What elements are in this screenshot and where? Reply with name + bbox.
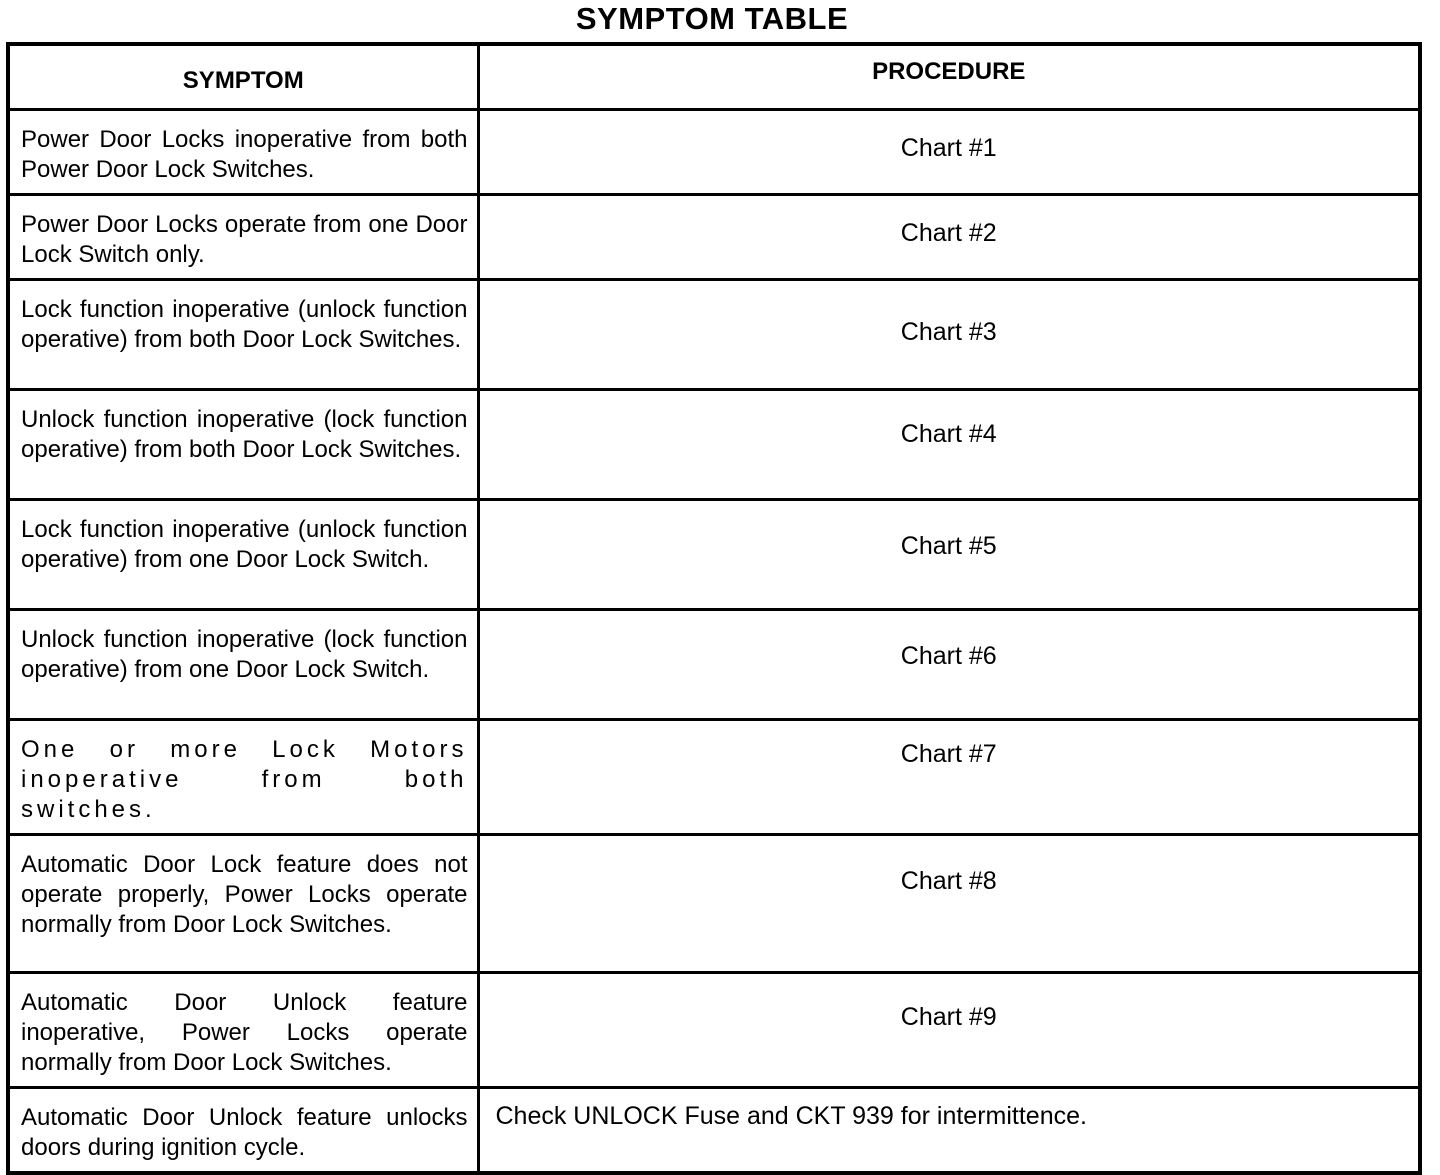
table-row (8, 500, 1420, 610)
table-row (8, 720, 1420, 835)
symptom-text-spaced: One or more Lock Motors inoperative from both switches. (21, 736, 468, 823)
table-row (8, 280, 1420, 390)
symptom-cell: Power Door Locks inoperative from both Power Door Lock Switches. (8, 110, 478, 195)
symptom-cell: Automatic Door Unlock feature inoperative, Power Locks operate normally from Door Lock Switches. (8, 973, 478, 1088)
procedure-cell: Chart #5 (478, 500, 1420, 610)
symptom-cell: Power Door Locks operate from one Door Lock Switch only. (8, 195, 478, 280)
symptom-cell: Lock function inoperative (unlock function operative) from one Door Lock Switch. (8, 500, 478, 610)
procedure-cell: Check UNLOCK Fuse and CKT 939 for intermittence. (478, 1088, 1420, 1174)
symptom-cell: Automatic Door Lock feature does not operate properly, Power Locks operate normally from Door Lock Switches. (8, 835, 478, 973)
table-row (8, 610, 1420, 720)
symptom-cell: Automatic Door Unlock feature unlocks doors during ignition cycle. (8, 1088, 478, 1174)
procedure-cell: Chart #3 (478, 280, 1420, 390)
procedure-cell: Chart #1 (478, 110, 1420, 195)
procedure-cell: Chart #7 (478, 720, 1420, 835)
table-row (8, 195, 1420, 280)
table-row (8, 1088, 1420, 1174)
header-row (8, 44, 1420, 110)
symptom-column-header: SYMPTOM (8, 44, 478, 110)
procedure-column-header: PROCEDURE (478, 44, 1420, 110)
symptom-cell (8, 720, 478, 835)
procedure-cell: Chart #2 (478, 195, 1420, 280)
symptom-table (6, 42, 1422, 1175)
symptom-cell: Unlock function inoperative (lock function operative) from both Door Lock Switches. (8, 390, 478, 500)
symptom-cell: Unlock function inoperative (lock function operative) from one Door Lock Switch. (8, 610, 478, 720)
page-title: SYMPTOM TABLE (575, 1, 849, 36)
symptom-cell: Lock function inoperative (unlock function operative) from both Door Lock Switches. (8, 280, 478, 390)
procedure-cell: Chart #8 (478, 835, 1420, 973)
table-row (8, 973, 1420, 1088)
table-row (8, 110, 1420, 195)
procedure-cell: Chart #9 (478, 973, 1420, 1088)
table-row (8, 390, 1420, 500)
procedure-cell: Chart #4 (478, 390, 1420, 500)
procedure-cell: Chart #6 (478, 610, 1420, 720)
table-row (8, 835, 1420, 973)
